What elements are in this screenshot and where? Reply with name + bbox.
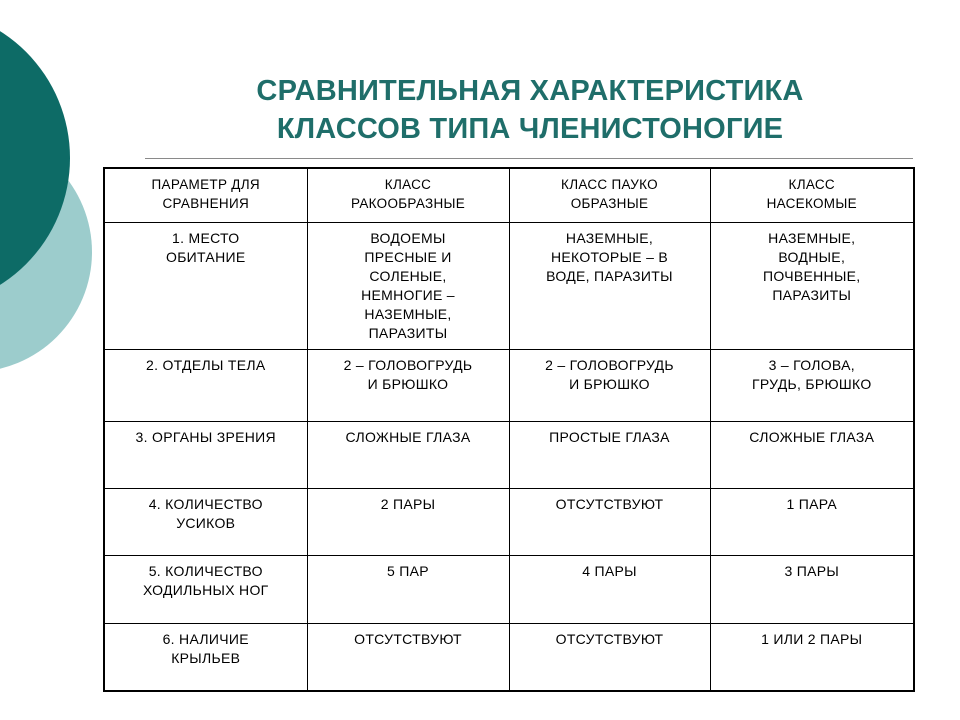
slide-title-line-1: СРАВНИТЕЛЬНАЯ ХАРАКТЕРИСТИКА — [256, 75, 804, 107]
cell-text-line: УСИКОВ — [176, 514, 236, 531]
cell-text-line: ПАРАЗИТЫ — [368, 324, 448, 341]
cell-text-line: ПРОСТЫЕ ГЛАЗА — [549, 428, 670, 445]
cell-text-line: ХОДИЛЬНЫХ НОГ — [142, 581, 269, 598]
comparison-table — [103, 167, 915, 692]
decorative-circles — [0, 0, 120, 400]
cell-text-line: СЛОЖНЫЕ ГЛАЗА — [749, 428, 875, 445]
cell-arachnids — [509, 349, 710, 421]
cell-text-line: 2 ПАРЫ — [380, 495, 436, 512]
cell-arachnids — [509, 222, 710, 349]
cell-parameter — [104, 555, 307, 623]
cell-text-line: ГРУДЬ, БРЮШКО — [751, 375, 872, 392]
cell-text-line: 2 – ГОЛОВОГРУДЬ — [545, 356, 674, 373]
cell-insects — [710, 623, 914, 691]
cell-text-line: РАКООБРАЗНЫЕ — [350, 196, 466, 211]
cell-text-line: ВОДНЫЕ, — [778, 248, 846, 265]
cell-text-line: ОТСУТСТВУЮТ — [555, 495, 664, 512]
table-header-row — [104, 168, 914, 222]
cell-text-line: КЛАСС — [788, 177, 835, 192]
cell-text-line: ПАРАМЕТР ДЛЯ — [151, 177, 260, 192]
cell-text-line: ОТСУТСТВУЮТ — [354, 630, 462, 647]
header-cell-parameter — [104, 168, 307, 222]
cell-text-line: НАЗЕМНЫЕ, — [364, 305, 452, 322]
slide-title — [120, 72, 940, 148]
table-row — [104, 222, 914, 349]
cell-text-line: СРАВНЕНИЯ — [162, 196, 249, 211]
cell-text-line: НЕМНОГИЕ – — [361, 286, 455, 303]
cell-text-line: КРЫЛЬЕВ — [171, 649, 241, 666]
table-row — [104, 349, 914, 421]
cell-arachnids — [509, 555, 710, 623]
cell-text-line: НАЗЕМНЫЕ, — [565, 229, 654, 246]
cell-crustaceans — [307, 349, 509, 421]
cell-text-line: НАЗЕМНЫЕ, — [768, 229, 856, 246]
cell-text-line: ПАРАЗИТЫ — [772, 286, 852, 303]
cell-parameter — [104, 488, 307, 555]
cell-crustaceans — [307, 488, 509, 555]
cell-text-line: 3. ОРГАНЫ ЗРЕНИЯ — [135, 428, 276, 445]
cell-text-line: 2. ОТДЕЛЫ ТЕЛА — [146, 356, 266, 373]
cell-crustaceans — [307, 421, 509, 488]
cell-arachnids — [509, 488, 710, 555]
cell-parameter — [104, 222, 307, 349]
table-row — [104, 555, 914, 623]
slide-title-line-2: КЛАССОВ ТИПА ЧЛЕНИСТОНОГИЕ — [276, 113, 784, 145]
table-row — [104, 623, 914, 691]
cell-text-line: НЕКОТОРЫЕ – В — [550, 248, 669, 265]
header-cell-crustaceans — [307, 168, 509, 222]
cell-text-line: ПОЧВЕННЫЕ, — [763, 267, 861, 284]
cell-text-line: ВОДЕ, ПАРАЗИТЫ — [546, 267, 673, 284]
cell-text-line: 6. НАЛИЧИЕ — [162, 630, 249, 647]
cell-text-line: КЛАСС ПАУКО — [561, 177, 658, 192]
cell-crustaceans — [307, 555, 509, 623]
cell-text-line: 3 – ГОЛОВА, — [768, 356, 855, 373]
header-cell-arachnids — [509, 168, 710, 222]
cell-text-line: И БРЮШКО — [569, 375, 650, 392]
cell-insects — [710, 349, 914, 421]
cell-text-line: ОБИТАНИЕ — [166, 248, 246, 265]
title-divider — [145, 158, 913, 159]
cell-text-line: ПРЕСНЫЕ И — [364, 248, 452, 265]
cell-text-line: 3 ПАРЫ — [784, 562, 840, 579]
cell-text-line: ОТСУТСТВУЮТ — [555, 630, 664, 647]
cell-parameter — [104, 349, 307, 421]
table-row — [104, 488, 914, 555]
cell-text-line: 4 ПАРЫ — [582, 562, 637, 579]
cell-crustaceans — [307, 623, 509, 691]
cell-text-line: ОБРАЗНЫЕ — [570, 196, 649, 211]
cell-text-line: 1 ИЛИ 2 ПАРЫ — [761, 630, 863, 647]
cell-arachnids — [509, 421, 710, 488]
cell-arachnids — [509, 623, 710, 691]
cell-insects — [710, 421, 914, 488]
cell-text-line: НАСЕКОМЫЕ — [766, 196, 857, 211]
comparison-table-body — [104, 168, 914, 691]
cell-text-line: СОЛЕНЫЕ, — [369, 267, 447, 284]
cell-text-line: 4. КОЛИЧЕСТВО — [148, 495, 263, 512]
cell-text-line: 5. КОЛИЧЕСТВО — [148, 562, 263, 579]
cell-parameter — [104, 623, 307, 691]
cell-insects — [710, 222, 914, 349]
cell-text-line: 1 ПАРА — [786, 495, 838, 512]
table-row — [104, 421, 914, 488]
cell-text-line: 5 ПАР — [387, 562, 429, 579]
cell-crustaceans — [307, 222, 509, 349]
cell-text-line: СЛОЖНЫЕ ГЛАЗА — [345, 428, 471, 445]
cell-text-line: И БРЮШКО — [367, 375, 449, 392]
cell-text-line: 2 – ГОЛОВОГРУДЬ — [343, 356, 473, 373]
cell-insects — [710, 488, 914, 555]
cell-text-line: КЛАСС — [384, 177, 432, 192]
cell-insects — [710, 555, 914, 623]
cell-parameter — [104, 421, 307, 488]
cell-text-line: 1. МЕСТО — [172, 229, 240, 246]
header-cell-insects — [710, 168, 914, 222]
cell-text-line: ВОДОЕМЫ — [370, 229, 446, 246]
